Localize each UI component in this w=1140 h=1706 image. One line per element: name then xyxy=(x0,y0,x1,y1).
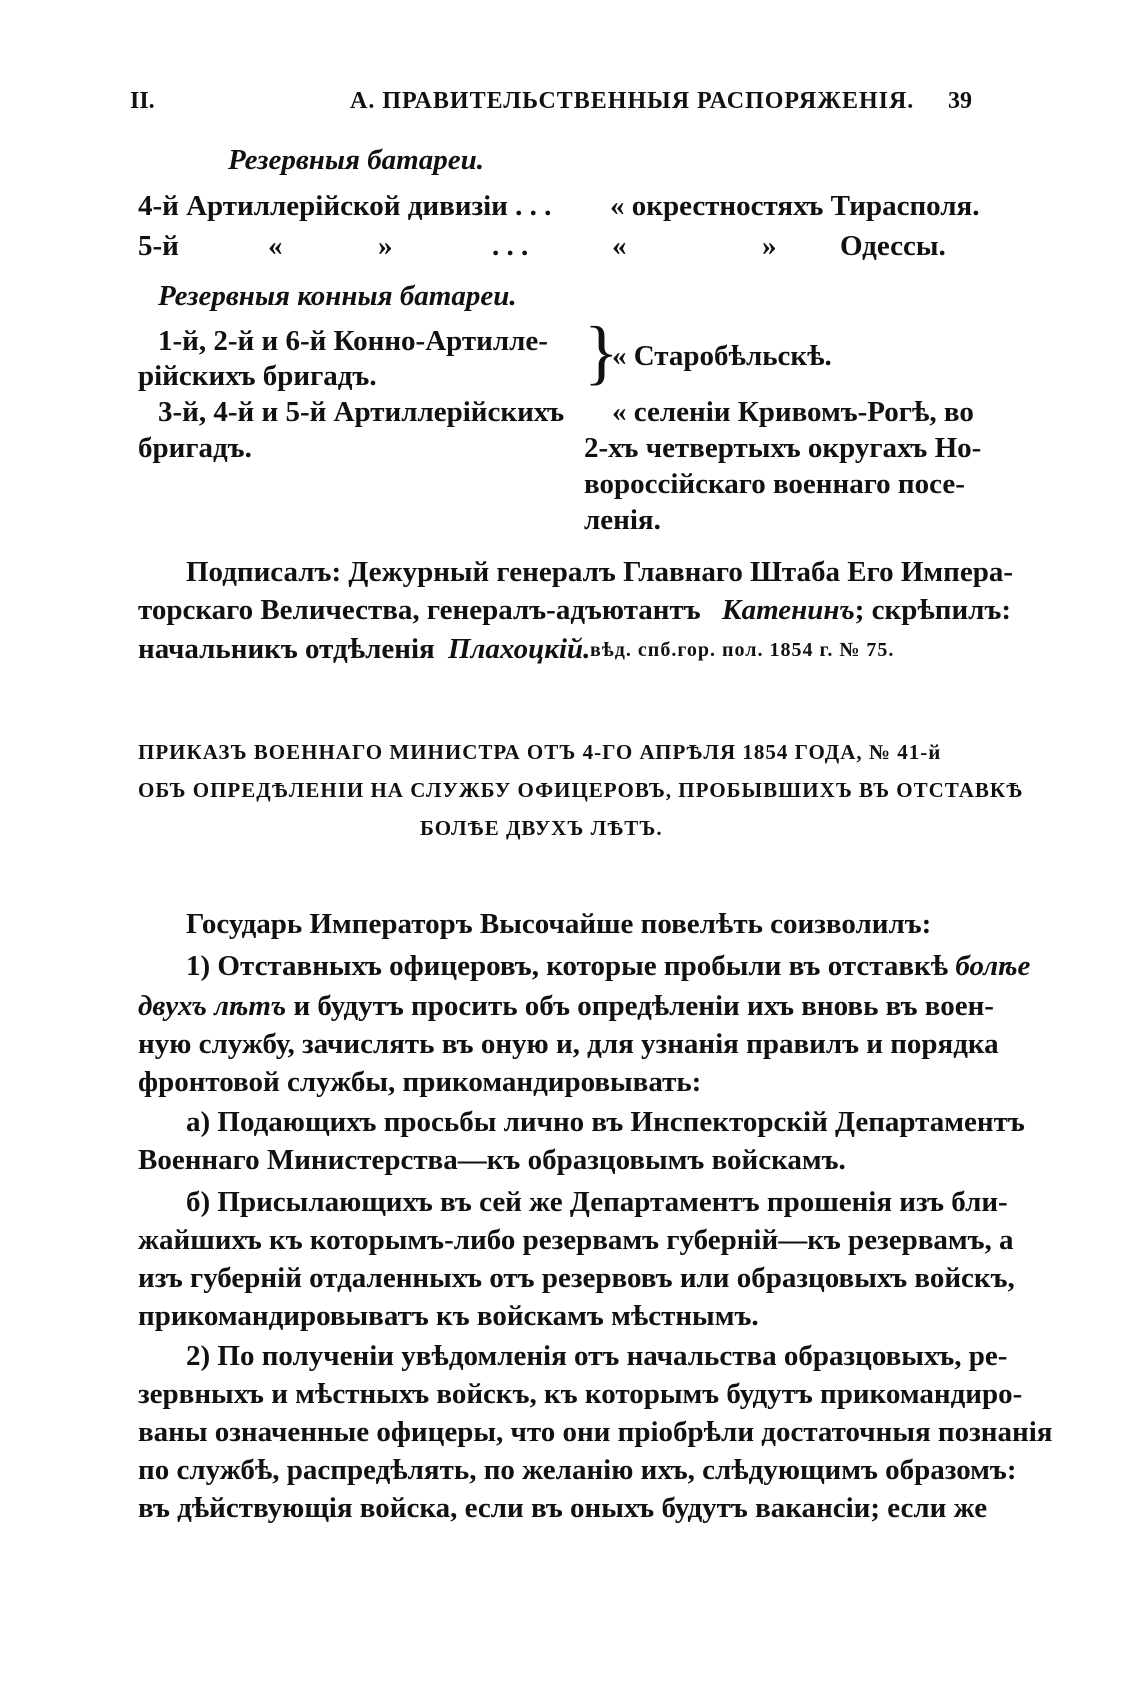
battery-row-2-ditto-open: « xyxy=(268,230,283,262)
para-2-line-1: 2) По полученіи увѣдомленія отъ начальства образцовыхъ, ре- xyxy=(186,1340,1008,1372)
battery-row-1-right: « окрестностяхъ Тирасполя. xyxy=(610,190,980,222)
para-1-line-3: ную службу, зачислять въ оную и, для узнанія правилъ и порядка xyxy=(138,1028,999,1060)
signatory-name: Катенинъ xyxy=(721,594,855,626)
horse-item-2-right-line-3: вороссійскаго военнаго посе- xyxy=(584,468,965,500)
para-b-line-3: изъ губерній отдаленныхъ отъ резервовъ или образцовыхъ войскъ, xyxy=(138,1262,1015,1294)
source-reference: вѣд. спб.гор. пол. 1854 г. № 75. xyxy=(590,639,895,661)
para-b-line-2: жайшихъ къ которымъ-либо резервамъ губерній—къ резервамъ, а xyxy=(138,1224,1014,1256)
section-number: II. xyxy=(130,88,155,114)
para-2-line-4: по службѣ, распредѣлять, по желанію ихъ, слѣдующимъ образомъ: xyxy=(138,1454,1017,1486)
para-1-emphasis-1: болѣе xyxy=(955,950,1031,982)
horse-item-1-line-1: 1-й, 2-й и 6-й Конно-Артилле- xyxy=(158,325,548,357)
horse-item-2-line-2: бригадъ. xyxy=(138,432,252,464)
para-1-line-2 xyxy=(138,990,994,1023)
horse-item-1-line-2: рійскихъ бригадъ. xyxy=(138,360,377,392)
para-1-line-2-text: и будутъ просить объ опредѣленіи ихъ вновь въ воен- xyxy=(293,990,994,1022)
para-2-line-3: ваны означенные офицеры, что они пріобрѣли достаточныя познанія xyxy=(138,1416,1053,1448)
horse-item-2-right-line-2: 2-хъ четвертыхъ округахъ Но- xyxy=(584,432,982,464)
para-1-line-4: фронтовой службы, прикомандировывать: xyxy=(138,1066,702,1098)
battery-row-2-number: 5-й xyxy=(138,230,179,262)
horse-item-2-right-line-4: ленія. xyxy=(584,504,661,536)
signature-line-3 xyxy=(138,633,590,666)
reserve-horse-batteries-title: Резервныя конныя батареи. xyxy=(158,280,517,312)
para-1-line-1-text: 1) Отставныхъ офицеровъ, которые пробыли въ отставкѣ xyxy=(186,950,949,982)
para-b-line-4: прикомандировыватъ къ войскамъ мѣстнымъ. xyxy=(138,1300,759,1332)
page-number: 39 xyxy=(948,88,972,114)
signature-line-2-text: торскаго Величества, генералъ-адъютантъ xyxy=(138,594,701,626)
order-intro: Государь Императоръ Высочайше повелѣть соизволилъ: xyxy=(186,908,932,940)
order-title-line-1: ПРИКАЗЪ ВОЕННАГО МИНИСТРА ОТЪ 4-ГО АПРѢЛЯ 1854 ГОДА, № 41-й xyxy=(138,740,942,764)
horse-item-1-right: « Старобѣльскѣ. xyxy=(612,340,832,372)
horse-item-2-line-1: 3-й, 4-й и 5-й Артиллерійскихъ xyxy=(158,396,565,428)
running-title: А. ПРАВИТЕЛЬСТВЕННЫЯ РАСПОРЯЖЕНІЯ. xyxy=(350,88,915,114)
para-2-line-2: зервныхъ и мѣстныхъ войскъ, къ которымъ будутъ прикомандиро- xyxy=(138,1378,1023,1410)
signature-line-1: Подписалъ: Дежурный генералъ Главнаго Штаба Его Импера- xyxy=(186,556,1013,588)
brace-icon: } xyxy=(584,312,619,392)
battery-row-2-ditto-close: » xyxy=(378,230,393,262)
order-title-line-2: ОБЪ ОПРЕДѢЛЕНІИ НА СЛУЖБУ ОФИЦЕРОВЪ, ПРОБЫВШИХЪ ВЪ ОТСТАВКѢ xyxy=(138,778,1024,802)
signature-line-2-end: ; скрѣпилъ: xyxy=(854,594,1012,626)
para-b-line-1: б) Присылающихъ въ сей же Департаментъ прошенія изъ бли- xyxy=(186,1186,1008,1218)
para-a-line-2: Военнаго Министерства—къ образцовымъ войскамъ. xyxy=(138,1144,846,1176)
signature-line-3-text: начальникъ отдѣленія xyxy=(138,633,435,665)
para-1-emphasis-2: двухъ лѣтъ xyxy=(138,990,287,1022)
battery-row-1-left: 4-й Артиллерійской дивизіи . . . xyxy=(138,190,552,222)
signature-line-2 xyxy=(138,594,1011,627)
countersigner-name: Плахоцкій. xyxy=(447,633,591,665)
battery-row-2-right-ditto-open: « xyxy=(612,230,627,262)
para-a-line-1: а) Подающихъ просьбы лично въ Инспекторскій Департаментъ xyxy=(186,1106,1025,1138)
battery-row-2-dots: . . . xyxy=(492,230,529,262)
reserve-batteries-title: Резервныя батареи. xyxy=(228,144,484,176)
para-1-line-1 xyxy=(186,950,1030,983)
horse-item-2-right-line-1: « селеніи Кривомъ-Рогѣ, во xyxy=(612,396,974,428)
order-title-line-3: БОЛѢЕ ДВУХЪ ЛѢТЪ. xyxy=(420,816,663,840)
battery-row-2-right-ditto-close: » xyxy=(762,230,777,262)
battery-row-2-right-place: Одессы. xyxy=(840,230,946,262)
para-2-line-5: въ дѣйствующія войска, если въ оныхъ будутъ вакансіи; если же xyxy=(138,1492,988,1524)
